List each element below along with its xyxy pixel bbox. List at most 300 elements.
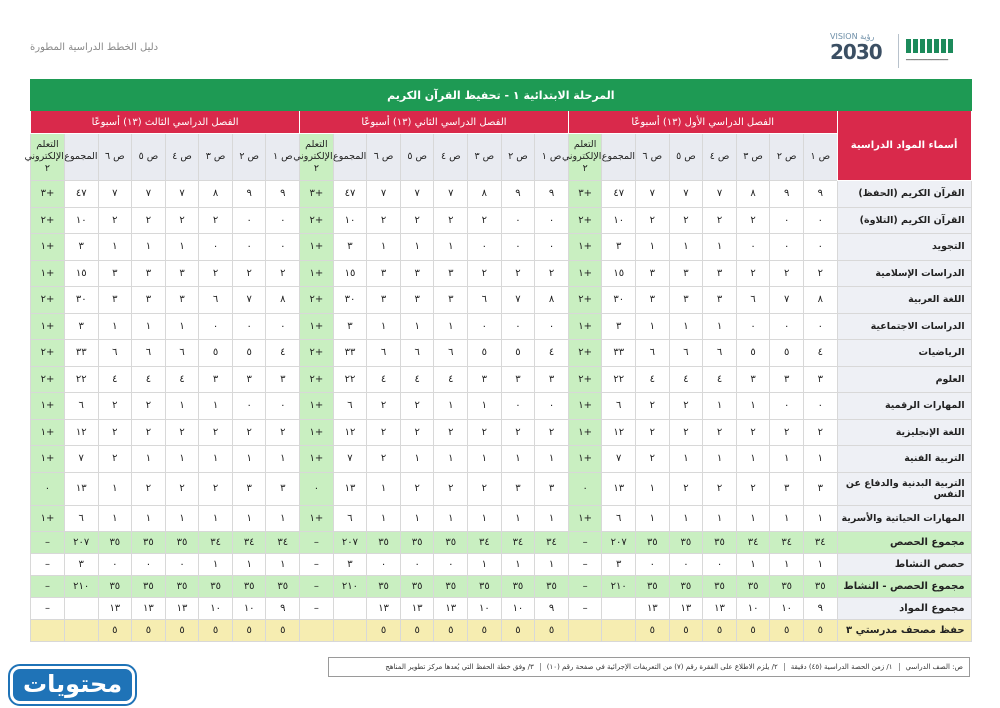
period-cell: ١ xyxy=(367,313,401,340)
period-cell: ٢ xyxy=(736,472,770,505)
footer-note: ٢/ يلزم الاطلاع على الفقرة رقم (٧) من التعريفات الإجرائية في صفحة رقم (١٠) xyxy=(541,663,785,671)
period-cell: ٢ xyxy=(669,419,703,446)
summary-label: مجموع الحصص xyxy=(837,532,971,554)
period-cell: ٠ xyxy=(736,234,770,261)
period-cell: ٣ xyxy=(434,260,468,287)
period-cell: ٢ xyxy=(367,446,401,473)
period-cell: ٠ xyxy=(266,234,300,261)
period-cell: ١ xyxy=(535,446,569,473)
summary-cell: – xyxy=(568,576,602,598)
period-cell: ٣ xyxy=(803,366,837,393)
period-cell: ٦ xyxy=(367,340,401,367)
period-cell: ٠ xyxy=(803,393,837,420)
period-cell: ٣ xyxy=(501,366,535,393)
summary-cell: ٣٥ xyxy=(98,532,132,554)
elearning-cell: +١ xyxy=(300,446,334,473)
semester-header: الفصل الدراسي الثالث (١٣) أسبوعًا xyxy=(31,111,300,134)
period-cell: ٧ xyxy=(232,287,266,314)
semester-header: الفصل الدراسي الأول (١٣) أسبوعًا xyxy=(568,111,837,134)
period-cell: ٢ xyxy=(400,207,434,234)
period-cell: ٧ xyxy=(703,181,737,208)
subject-row xyxy=(31,419,972,446)
period-cell: ١ xyxy=(703,446,737,473)
summary-cell: ١٣ xyxy=(367,598,401,620)
period-cell: ٦ xyxy=(636,340,670,367)
period-cell: ٠ xyxy=(501,207,535,234)
summary-cell xyxy=(333,620,367,642)
period-cell: ١ xyxy=(98,234,132,261)
elearning-cell: +١ xyxy=(31,313,65,340)
period-cell: ٢ xyxy=(736,260,770,287)
summary-cell: ١ xyxy=(468,554,502,576)
period-cell: ٣ xyxy=(736,366,770,393)
summary-cell: ٥ xyxy=(501,620,535,642)
subject-name: الدراسات الاجتماعية xyxy=(837,313,971,340)
period-cell: ٢ xyxy=(132,207,166,234)
period-cell: ١ xyxy=(636,313,670,340)
summary-cell: ١ xyxy=(535,554,569,576)
total-column-header: المجموع xyxy=(602,134,636,181)
subject-name: القرآن الكريم (الحفظ) xyxy=(837,181,971,208)
elearning-cell: +١ xyxy=(300,419,334,446)
total-cell: ٦ xyxy=(333,505,367,532)
period-cell: ٥ xyxy=(736,340,770,367)
summary-cell: ١٠ xyxy=(199,598,233,620)
period-cell: ١ xyxy=(736,393,770,420)
total-column-header: المجموع xyxy=(64,134,98,181)
period-cell: ٢ xyxy=(400,419,434,446)
subject-name: اللغة الإنجليزية xyxy=(837,419,971,446)
period-cell: ٣ xyxy=(232,472,266,505)
period-cell: ٣ xyxy=(535,472,569,505)
period-cell: ٢ xyxy=(132,419,166,446)
period-cell: ٣ xyxy=(703,287,737,314)
grade-column-header: ص ١ xyxy=(803,134,837,181)
period-cell: ٢ xyxy=(165,472,199,505)
summary-cell: ١٣ xyxy=(636,598,670,620)
period-cell: ١ xyxy=(98,505,132,532)
summary-cell: ٥ xyxy=(400,620,434,642)
total-cell: ١٠ xyxy=(64,207,98,234)
total-cell: ٧ xyxy=(333,446,367,473)
grade-column-header: ص ٤ xyxy=(703,134,737,181)
summary-cell: ٥ xyxy=(770,620,804,642)
subject-row xyxy=(31,260,972,287)
period-cell: ١ xyxy=(803,446,837,473)
period-cell: ١ xyxy=(400,313,434,340)
elearning-cell: +٢ xyxy=(31,207,65,234)
summary-cell: ٣٥ xyxy=(400,532,434,554)
summary-cell: ٠ xyxy=(165,554,199,576)
elearning-cell: +١ xyxy=(300,260,334,287)
summary-cell: ٥ xyxy=(803,620,837,642)
period-cell: ١ xyxy=(535,505,569,532)
period-cell: ٨ xyxy=(199,181,233,208)
period-cell: ١ xyxy=(434,446,468,473)
summary-cell: ٣٥ xyxy=(703,576,737,598)
period-cell: ١ xyxy=(736,446,770,473)
subject-row xyxy=(31,472,972,505)
summary-cell: ٣٤ xyxy=(468,532,502,554)
elearning-cell: +١ xyxy=(31,234,65,261)
period-cell: ٢ xyxy=(468,472,502,505)
period-cell: ٣ xyxy=(669,287,703,314)
total-cell: ١٣ xyxy=(602,472,636,505)
summary-cell: ٣٥ xyxy=(367,532,401,554)
period-cell: ٢ xyxy=(98,207,132,234)
summary-cell: ٣٥ xyxy=(266,576,300,598)
total-cell: ٣٠ xyxy=(602,287,636,314)
period-cell: ٨ xyxy=(266,287,300,314)
grade-column-header: ص ١ xyxy=(535,134,569,181)
total-cell: ١٥ xyxy=(333,260,367,287)
period-cell: ١ xyxy=(703,234,737,261)
period-cell: ١ xyxy=(165,505,199,532)
period-cell: ٤ xyxy=(803,340,837,367)
period-cell: ٠ xyxy=(501,393,535,420)
period-cell: ٢ xyxy=(636,393,670,420)
summary-cell: ٣٥ xyxy=(636,532,670,554)
summary-cell: ٢٠٧ xyxy=(602,532,636,554)
total-cell: ٢٢ xyxy=(333,366,367,393)
subject-row xyxy=(31,287,972,314)
period-cell: ١ xyxy=(98,313,132,340)
summary-cell: ١٣ xyxy=(703,598,737,620)
summary-cell: ٣ xyxy=(64,554,98,576)
period-cell: ٠ xyxy=(501,313,535,340)
subject-name: التجويد xyxy=(837,234,971,261)
period-cell: ٣ xyxy=(669,260,703,287)
elearning-cell: +١ xyxy=(300,393,334,420)
elearning-cell: +١ xyxy=(31,419,65,446)
summary-cell: ١ xyxy=(803,554,837,576)
subject-name: اللغة العربية xyxy=(837,287,971,314)
summary-label: مجموع الحصص - النشاط xyxy=(837,576,971,598)
period-cell: ٤ xyxy=(669,366,703,393)
period-cell: ١ xyxy=(367,234,401,261)
total-cell: ٣٣ xyxy=(333,340,367,367)
ministry-logo-icon xyxy=(906,38,966,52)
total-cell: ١٢ xyxy=(64,419,98,446)
grade-column-header: ص ١ xyxy=(266,134,300,181)
elearning-column-header: التعلم الإلكتروني ٢ xyxy=(300,134,334,181)
total-cell: ١٢ xyxy=(333,419,367,446)
summary-cell xyxy=(602,598,636,620)
grade-column-header: ص ٥ xyxy=(669,134,703,181)
summary-cell: ١٠ xyxy=(770,598,804,620)
period-cell: ٨ xyxy=(736,181,770,208)
period-cell: ١ xyxy=(703,393,737,420)
summary-cell: ٥ xyxy=(736,620,770,642)
total-cell: ٣ xyxy=(64,234,98,261)
summary-cell: ١٣ xyxy=(165,598,199,620)
summary-cell: ٥ xyxy=(468,620,502,642)
period-cell: ٢ xyxy=(434,207,468,234)
table-title: المرحلة الابتدائية ١ - تحفيظ القرآن الكريم xyxy=(31,80,972,111)
summary-row xyxy=(31,620,972,642)
period-cell: ١ xyxy=(434,505,468,532)
period-cell: ٢ xyxy=(232,260,266,287)
elearning-cell: +١ xyxy=(568,234,602,261)
total-cell: ٤٧ xyxy=(64,181,98,208)
logo-separator xyxy=(898,34,899,68)
period-cell: ١ xyxy=(803,505,837,532)
period-cell: ٩ xyxy=(232,181,266,208)
summary-cell: – xyxy=(568,532,602,554)
summary-cell: ٣٤ xyxy=(232,532,266,554)
summary-label: حصص النشاط xyxy=(837,554,971,576)
period-cell: ٣ xyxy=(367,287,401,314)
summary-label: مجموع المواد xyxy=(837,598,971,620)
period-cell: ٠ xyxy=(266,207,300,234)
elearning-cell: +١ xyxy=(31,505,65,532)
period-cell: ٠ xyxy=(770,234,804,261)
summary-cell: ٥ xyxy=(636,620,670,642)
elearning-cell: +٣ xyxy=(568,181,602,208)
subject-row xyxy=(31,340,972,367)
elearning-cell: +١ xyxy=(300,505,334,532)
elearning-cell: +١ xyxy=(568,505,602,532)
total-cell: ١٠ xyxy=(602,207,636,234)
period-cell: ٢ xyxy=(468,419,502,446)
total-cell: ٢٢ xyxy=(602,366,636,393)
period-cell: ١ xyxy=(132,313,166,340)
period-cell: ٣ xyxy=(199,366,233,393)
elearning-cell: +١ xyxy=(31,393,65,420)
total-cell: ٧ xyxy=(64,446,98,473)
period-cell: ١ xyxy=(132,505,166,532)
total-cell: ٤٧ xyxy=(333,181,367,208)
site-watermark-logo: محتويات xyxy=(10,666,135,704)
total-cell: ٣٠ xyxy=(64,287,98,314)
summary-cell: ٣٥ xyxy=(770,576,804,598)
elearning-cell: +٢ xyxy=(300,366,334,393)
summary-cell xyxy=(300,620,334,642)
period-cell: ٧ xyxy=(367,181,401,208)
period-cell: ٤ xyxy=(400,366,434,393)
subject-name: القرآن الكريم (التلاوة) xyxy=(837,207,971,234)
summary-cell: – xyxy=(568,554,602,576)
summary-cell: ٥ xyxy=(199,620,233,642)
period-cell: ٠ xyxy=(770,207,804,234)
period-cell: ٥ xyxy=(232,340,266,367)
period-cell: ٣ xyxy=(400,287,434,314)
period-cell: ١ xyxy=(367,505,401,532)
summary-cell: ٥ xyxy=(266,620,300,642)
total-cell: ١٠ xyxy=(333,207,367,234)
summary-cell: ٣٤ xyxy=(736,532,770,554)
summary-cell: ٣٥ xyxy=(165,576,199,598)
period-cell: ٤ xyxy=(434,366,468,393)
elearning-cell: +١ xyxy=(31,260,65,287)
summary-cell: ٣٤ xyxy=(501,532,535,554)
period-cell: ٧ xyxy=(636,181,670,208)
summary-cell: ٢١٠ xyxy=(64,576,98,598)
summary-cell: ٥ xyxy=(535,620,569,642)
elearning-cell: +١ xyxy=(300,313,334,340)
summary-cell: ٥ xyxy=(703,620,737,642)
total-cell: ٣ xyxy=(602,234,636,261)
period-cell: ٢ xyxy=(367,393,401,420)
total-cell: ٣ xyxy=(333,313,367,340)
period-cell: ٢ xyxy=(367,419,401,446)
period-cell: ٣ xyxy=(703,260,737,287)
summary-cell: ٣٥ xyxy=(803,576,837,598)
total-cell: ٧ xyxy=(602,446,636,473)
period-cell: ١ xyxy=(501,505,535,532)
period-cell: ٢ xyxy=(98,419,132,446)
period-cell: ١ xyxy=(132,446,166,473)
period-cell: ٢ xyxy=(266,260,300,287)
elearning-cell: +٢ xyxy=(568,207,602,234)
summary-cell: ٣٥ xyxy=(736,576,770,598)
summary-cell: ٣٤ xyxy=(199,532,233,554)
period-cell: ٦ xyxy=(98,340,132,367)
period-cell: ٠ xyxy=(803,313,837,340)
period-cell: ١ xyxy=(636,505,670,532)
period-cell: ٢ xyxy=(703,207,737,234)
grade-column-header: ص ٦ xyxy=(636,134,670,181)
elearning-cell: +١ xyxy=(568,446,602,473)
elearning-cell: +١ xyxy=(568,260,602,287)
period-cell: ٥ xyxy=(501,340,535,367)
period-cell: ١ xyxy=(199,393,233,420)
summary-cell: – xyxy=(300,576,334,598)
summary-cell: ٣٥ xyxy=(367,576,401,598)
table-title-row xyxy=(31,80,972,111)
period-cell: ٠ xyxy=(535,207,569,234)
period-cell: ٤ xyxy=(367,366,401,393)
period-cell: ٣ xyxy=(232,366,266,393)
summary-cell xyxy=(31,620,65,642)
subject-row xyxy=(31,234,972,261)
summary-cell: ١ xyxy=(232,554,266,576)
period-cell: ١ xyxy=(400,505,434,532)
elearning-cell: +٣ xyxy=(31,181,65,208)
period-cell: ٠ xyxy=(535,313,569,340)
subject-row xyxy=(31,505,972,532)
summary-cell: ١٣ xyxy=(132,598,166,620)
period-cell: ٢ xyxy=(400,472,434,505)
period-cell: ٢ xyxy=(434,419,468,446)
period-cell: ١ xyxy=(434,234,468,261)
total-cell: ١٢ xyxy=(602,419,636,446)
period-cell: ٢ xyxy=(132,472,166,505)
study-plan-table xyxy=(24,79,972,642)
period-cell: ١ xyxy=(434,313,468,340)
summary-cell: ١٠ xyxy=(736,598,770,620)
period-cell: ٢ xyxy=(669,472,703,505)
subject-name: المهارات الرقمية xyxy=(837,393,971,420)
period-cell: ٣ xyxy=(803,472,837,505)
footer-note: ١/ زمن الحصة الدراسية (٤٥) دقيقة xyxy=(785,663,900,671)
period-cell: ٢ xyxy=(367,207,401,234)
elearning-cell: +١ xyxy=(568,419,602,446)
period-cell: ٧ xyxy=(501,287,535,314)
summary-cell: ١٣ xyxy=(98,598,132,620)
period-cell: ٢ xyxy=(98,446,132,473)
summary-cell: ١٣ xyxy=(400,598,434,620)
summary-cell: ٣٥ xyxy=(232,576,266,598)
summary-cell: ١ xyxy=(501,554,535,576)
elearning-cell: +٢ xyxy=(31,287,65,314)
period-cell: ١ xyxy=(266,446,300,473)
period-cell: ٢ xyxy=(501,260,535,287)
period-cell: ٢ xyxy=(636,446,670,473)
elearning-cell: ٠ xyxy=(31,472,65,505)
period-cell: ٥ xyxy=(199,340,233,367)
period-cell: ٠ xyxy=(266,393,300,420)
summary-row xyxy=(31,598,972,620)
subject-row xyxy=(31,366,972,393)
period-cell: ٢ xyxy=(703,472,737,505)
period-cell: ١ xyxy=(165,393,199,420)
period-cell: ١ xyxy=(669,446,703,473)
total-column-header: المجموع xyxy=(333,134,367,181)
period-cell: ٦ xyxy=(132,340,166,367)
total-cell: ١٣ xyxy=(64,472,98,505)
period-cell: ٢ xyxy=(266,419,300,446)
summary-row xyxy=(31,532,972,554)
summary-cell: ٠ xyxy=(434,554,468,576)
period-cell: ٦ xyxy=(400,340,434,367)
period-cell: ٠ xyxy=(770,313,804,340)
total-cell: ٣ xyxy=(602,313,636,340)
period-cell: ٣ xyxy=(98,287,132,314)
period-cell: ٢ xyxy=(736,207,770,234)
summary-cell: ٠ xyxy=(367,554,401,576)
elearning-cell: +٣ xyxy=(300,181,334,208)
period-cell: ٩ xyxy=(803,181,837,208)
period-cell: ٢ xyxy=(232,419,266,446)
subject-row xyxy=(31,313,972,340)
period-cell: ٢ xyxy=(434,472,468,505)
period-cell: ٩ xyxy=(501,181,535,208)
period-cell: ٧ xyxy=(165,181,199,208)
summary-cell: ٩ xyxy=(803,598,837,620)
summary-cell: ٣٥ xyxy=(434,576,468,598)
summary-cell: – xyxy=(300,554,334,576)
subject-row xyxy=(31,393,972,420)
period-cell: ٠ xyxy=(199,313,233,340)
grade-column-header: ص ٣ xyxy=(736,134,770,181)
grade-column-header: ص ٥ xyxy=(400,134,434,181)
document-title: دليل الخطط الدراسية المطورة xyxy=(30,42,159,53)
period-cell: ٢ xyxy=(199,207,233,234)
grade-column-header: ص ٥ xyxy=(132,134,166,181)
semester-header-row xyxy=(31,111,972,134)
period-cell: ١ xyxy=(669,505,703,532)
period-cell: ٢ xyxy=(669,207,703,234)
summary-cell xyxy=(568,620,602,642)
period-cell: ١ xyxy=(501,446,535,473)
period-cell: ٠ xyxy=(232,393,266,420)
total-cell: ١٥ xyxy=(602,260,636,287)
summary-cell: ٠ xyxy=(669,554,703,576)
period-cell: ٦ xyxy=(165,340,199,367)
period-cell: ٢ xyxy=(535,419,569,446)
period-cell: ٣ xyxy=(165,260,199,287)
period-cell: ٤ xyxy=(266,340,300,367)
period-cell: ٧ xyxy=(400,181,434,208)
summary-cell: ٩ xyxy=(535,598,569,620)
period-cell: ٦ xyxy=(434,340,468,367)
period-cell: ١ xyxy=(165,313,199,340)
summary-cell: ٣٥ xyxy=(132,576,166,598)
summary-cell: ٣٥ xyxy=(636,576,670,598)
summary-cell: ٠ xyxy=(132,554,166,576)
summary-cell: ٣ xyxy=(602,554,636,576)
